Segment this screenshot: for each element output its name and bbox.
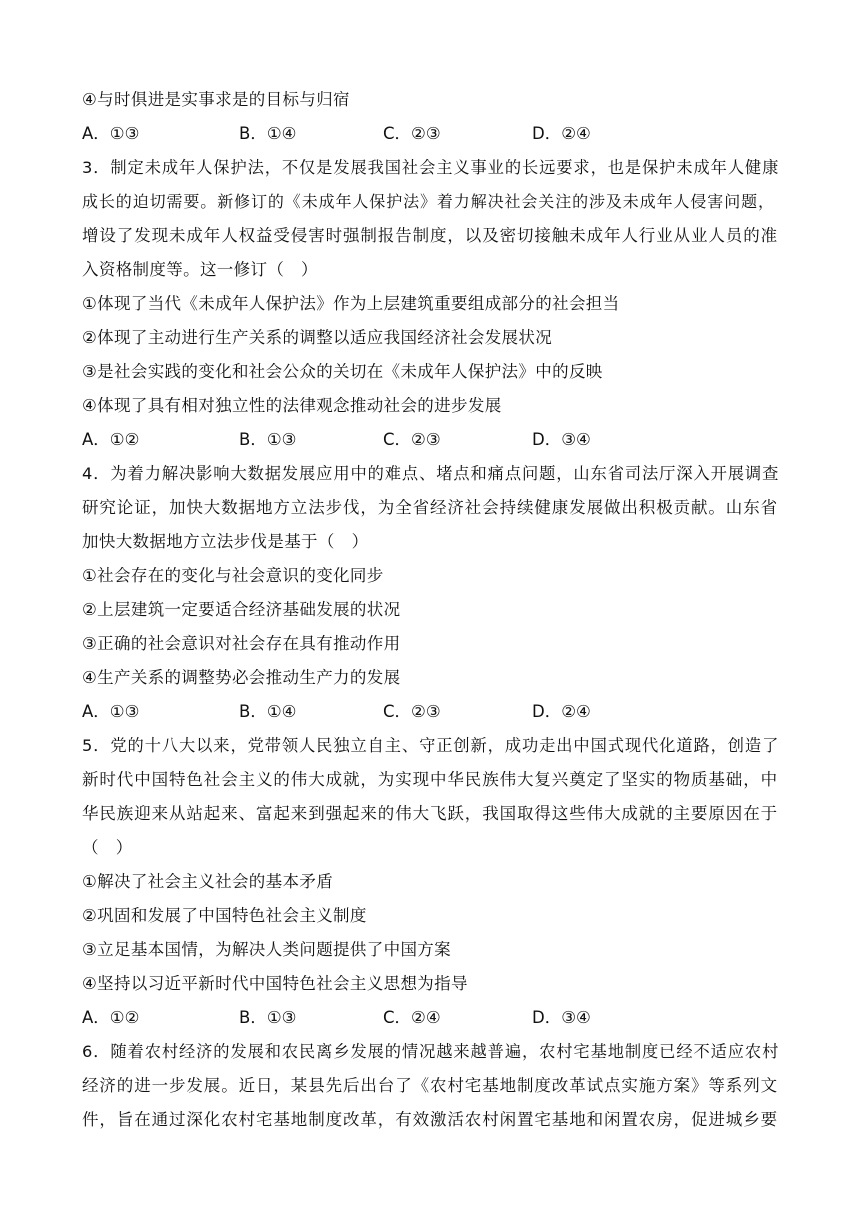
question-6-text: 件，旨在通过深化农村宅基地制度改革，有效激活农村闲置宅基地和闲置农房，促进城乡要 bbox=[82, 1110, 778, 1129]
answer-options-q5 bbox=[82, 1008, 782, 1028]
option-a: A．①③ bbox=[82, 702, 140, 721]
question-3-text: 成长的迫切需要。新修订的《未成年人保护法》着力解决社会关注的涉及未成年人侵害问题， bbox=[82, 192, 775, 211]
answer-options-q3 bbox=[82, 430, 782, 450]
statement-item: ③立足基本国情，为解决人类问题提供了中国方案 bbox=[82, 940, 451, 959]
statement-item: ③是社会实践的变化和社会公众的关切在《未成年人保护法》中的反映 bbox=[82, 362, 603, 381]
option-b: B．①④ bbox=[239, 702, 297, 721]
answer-options-q2 bbox=[82, 124, 782, 144]
option-a: A．①③ bbox=[82, 124, 140, 143]
question-4-text: 研究论证，加快大数据地方立法步伐，为全省经济社会持续健康发展做出积极贡献。山东省 bbox=[82, 498, 778, 517]
statement-item: ④体现了具有相对独立性的法律观念推动社会的进步发展 bbox=[82, 396, 502, 415]
statement-item: ③正确的社会意识对社会存在具有推动作用 bbox=[82, 634, 401, 653]
question-6-text: 6．随着农村经济的发展和农民离乡发展的情况越来越普遍，农村宅基地制度已经不适应农村 bbox=[82, 1042, 780, 1061]
question-4-text: 加快大数据地方立法步伐是基于（ ） bbox=[82, 532, 369, 551]
question-5-text: （ ） bbox=[82, 838, 133, 857]
question-5-text: 5．党的十八大以来，党带领人民独立自主、守正创新，成功走出中国式现代化道路，创造了 bbox=[82, 736, 780, 755]
option-c: C．②④ bbox=[383, 1008, 441, 1027]
question-4-text: 4．为着力解决影响大数据发展应用中的难点、堵点和痛点问题，山东省司法厅深入开展调查 bbox=[82, 464, 780, 483]
option-a: A．①② bbox=[82, 1008, 140, 1027]
statement-item: ②上层建筑一定要适合经济基础发展的状况 bbox=[82, 600, 401, 619]
option-d: D．②④ bbox=[532, 702, 591, 721]
statement-item: ④坚持以习近平新时代中国特色社会主义思想为指导 bbox=[82, 974, 468, 993]
answer-options-q4 bbox=[82, 702, 782, 722]
question-3-text: 3．制定未成年人保护法，不仅是发展我国社会主义事业的长远要求，也是保护未成年人健康 bbox=[82, 158, 780, 177]
option-d: D．③④ bbox=[532, 1008, 591, 1027]
statement-item: ①社会存在的变化与社会意识的变化同步 bbox=[82, 566, 384, 585]
statement-item: ①解决了社会主义社会的基本矛盾 bbox=[82, 872, 334, 891]
option-b: B．①③ bbox=[239, 1008, 297, 1027]
question-6-text: 经济的进一步发展。近日，某县先后出台了《农村宅基地制度改革试点实施方案》等系列文 bbox=[82, 1076, 778, 1095]
question-3-text: 增设了发现未成年人权益受侵害时强制报告制度，以及密切接触未成年人行业从业人员的准 bbox=[82, 226, 778, 245]
question-5-text: 华民族迎来从站起来、富起来到强起来的伟大飞跃，我国取得这些伟大成就的主要原因在于 bbox=[82, 804, 778, 823]
option-c: C．②③ bbox=[383, 430, 441, 449]
option-c: C．②③ bbox=[383, 124, 441, 143]
option-b: B．①③ bbox=[239, 430, 297, 449]
option-b: B．①④ bbox=[239, 124, 297, 143]
question-3-text: 入资格制度等。这一修订（ ） bbox=[82, 260, 318, 279]
question-5-text: 新时代中国特色社会主义的伟大成就，为实现中华民族伟大复兴奠定了坚实的物质基础，中 bbox=[82, 770, 778, 789]
statement-item: ①体现了当代《未成年人保护法》作为上层建筑重要组成部分的社会担当 bbox=[82, 294, 620, 313]
statement-item: ④生产关系的调整势必会推动生产力的发展 bbox=[82, 668, 401, 687]
text-line: ④与时俱进是实事求是的目标与归宿 bbox=[82, 90, 350, 109]
statement-item: ②体现了主动进行生产关系的调整以适应我国经济社会发展状况 bbox=[82, 328, 553, 347]
option-a: A．①② bbox=[82, 430, 140, 449]
option-c: C．②③ bbox=[383, 702, 441, 721]
statement-item: ②巩固和发展了中国特色社会主义制度 bbox=[82, 906, 367, 925]
option-d: D．③④ bbox=[532, 430, 591, 449]
option-d: D．②④ bbox=[532, 124, 591, 143]
